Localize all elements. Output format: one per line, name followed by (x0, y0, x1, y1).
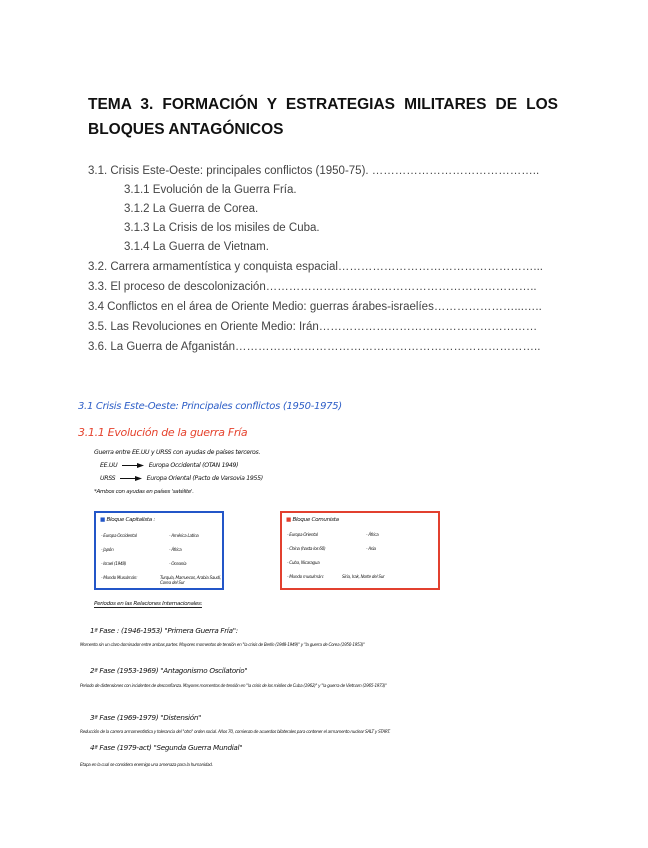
list-item: - Mundo musulmán: (287, 574, 324, 579)
list-item: - Europa Occidental (101, 533, 137, 538)
periods-heading: Periodos en las Relaciones Internacionales: (94, 601, 203, 607)
capitalist-muslim-countries: Turquía, Marruecos, Arabia Saudí, Corea del Sur (160, 575, 221, 585)
communist-muslim-countries: Siria, Irak, Norte del Sur (342, 574, 385, 579)
toc-entry[interactable]: 3.1.1 Evolución de la Guerra Fría. (124, 184, 297, 196)
phase-1-text: Momento sin un claro dominador entre ambas partes. Mayores momentos de tensión en "la crisis de Berlín (1948-1949)" y "la guerra de Corea (1950-1953)" (80, 642, 365, 647)
list-item: - Oceanía (169, 561, 187, 566)
capitalist-title: ■ Bloque Capitalista : (100, 517, 155, 523)
toc-entry[interactable]: 3.4 Conflictos en el área de Oriente Medio: guerras árabes-israelíes…………………...….. (88, 301, 542, 313)
list-item: - Japón (101, 547, 114, 552)
page-title: TEMA 3. FORMACIÓN Y ESTRATEGIAS MILITARES DE LOS BLOQUES ANTAGÓNICOS (88, 96, 558, 138)
toc-entry[interactable]: 3.1. Crisis Este-Oeste: principales conflictos (1950-75). …………………………………….. (88, 165, 540, 177)
list-item: - Cuba, Nicaragua (287, 560, 320, 565)
arrow-right-icon (120, 476, 142, 481)
urss-line (100, 475, 263, 482)
toc-entry[interactable]: 3.2. Carrera armamentística y conquista espacial……………………………………………... (88, 261, 544, 273)
intro-note: Guerra entre EE.UU y URSS con ayudas de países terceros. (94, 449, 261, 456)
section-heading-3-1: 3.1 Crisis Este-Oeste: Principales conflictos (1950-1975) (78, 401, 342, 412)
note-ayudas: *Ambos con ayudas en países 'satélite'. (94, 489, 194, 495)
communist-title: ■ Bloque Comunista (286, 517, 339, 523)
list-item: - África (169, 547, 182, 552)
eeuu-target: Europa Occidental (OTAN 1949) (148, 462, 239, 469)
list-item: - Mundo Musulmán: (101, 575, 138, 580)
phase-3-title: 3ª Fase (1969-1979) "Distensión" (90, 713, 202, 722)
toc-entry[interactable]: 3.6. La Guerra de Afganistán…………………………………………………………………….. (88, 341, 541, 353)
toc-entry[interactable]: 3.3. El proceso de descolonización…………………………………………………………….. (88, 281, 537, 293)
eeuu-label: EE.UU (100, 462, 118, 469)
toc-entry[interactable]: 3.1.3 La Crisis de los misiles de Cuba. (124, 222, 320, 234)
list-item: - América Latina (169, 533, 199, 538)
phase-2-text: Periodo de distensiones con incidentes de desconfianza. Mayores momentos de tensión en "la crisis de los misiles de Cuba (1962)" y "la guerra de Vietnam (1965-1973)" (80, 683, 387, 688)
list-item: - China (hasta los 60) (287, 546, 326, 551)
arrow-right-icon (122, 463, 144, 468)
list-item: - Europa Oriental (287, 532, 318, 537)
toc-entry[interactable]: 3.1.4 La Guerra de Vietnam. (124, 241, 269, 253)
toc-entry[interactable]: 3.1.2 La Guerra de Corea. (124, 203, 259, 215)
phase-2-title: 2ª Fase (1953-1969) "Antagonismo Oscilatorio" (90, 666, 248, 675)
phase-4-title: 4ª Fase (1979-act) "Segunda Guerra Mundial" (90, 743, 243, 752)
phase-3-text: Reducción de la carrera armamentística y tolerancia del "otro" orden social. Años 70, comienzo de acuerdos bilaterales para contener el armamento nuclear SALT y START. (80, 729, 391, 734)
phase-1-title: 1ª Fase : (1946-1953) "Primera Guerra Fría": (90, 626, 238, 635)
urss-target: Europa Oriental (Pacto de Varsovia 1955) (146, 475, 263, 482)
urss-label: URSS (100, 475, 116, 482)
eeuu-line (100, 462, 238, 469)
list-item: - Asia (366, 546, 376, 551)
phase-4-text: Etapa en la cual se considera enemigo una amenaza para la humanidad. (80, 762, 213, 767)
toc-entry[interactable]: 3.5. Las Revoluciones en Oriente Medio: Irán………………………………………………… (88, 321, 538, 333)
section-heading-3-1-1: 3.1.1 Evolución de la guerra Fría (78, 426, 248, 439)
list-item: - Israel (1948) (101, 561, 127, 566)
list-item: - África (366, 532, 379, 537)
